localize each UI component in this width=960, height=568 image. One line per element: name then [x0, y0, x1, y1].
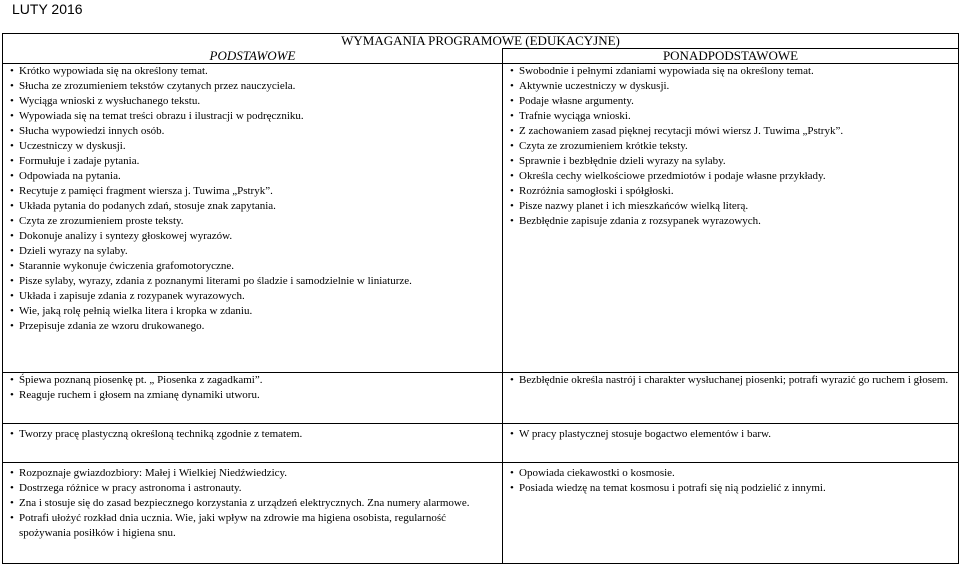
basic-cell — [3, 373, 503, 424]
list-item: • Formułuje i zadaje pytania. — [19, 154, 498, 169]
page-title: LUTY 2016 — [12, 1, 83, 17]
list-item: • Reaguje ruchem i głosem na zmianę dynamiki utworu. — [19, 388, 498, 403]
basic-list — [7, 427, 498, 442]
list-item: • Starannie wykonuje ćwiczenia grafomotoryczne. — [19, 259, 498, 274]
list-item: • Opowiada ciekawostki o kosmosie. — [519, 466, 954, 481]
basic-cell — [3, 463, 503, 564]
list-item: • Określa cechy wielkościowe przedmiotów i podaje własne przykłady. — [519, 169, 954, 184]
basic-list — [7, 466, 498, 541]
list-item: • Krótko wypowiada się na określony temat. — [19, 64, 498, 79]
list-item: • Przepisuje zdania ze wzoru drukowanego. — [19, 319, 498, 334]
list-item: • Układa pytania do podanych zdań, stosuje znak zapytania. — [19, 199, 498, 214]
list-item: • Rozpoznaje gwiazdozbiory: Małej i Wielkiej Niedźwiedzicy. — [19, 466, 498, 481]
list-item: • Potrafi ułożyć rozkład dnia ucznia. Wie, jaki wpływ na zdrowie ma higiena osobista, regularność spożywania posiłków i higiena snu. — [19, 511, 498, 541]
list-item: • Podaje własne argumenty. — [519, 94, 954, 109]
table-row — [3, 373, 959, 424]
list-item: • Wypowiada się na temat treści obrazu i ilustracji w podręczniku. — [19, 109, 498, 124]
advanced-cell — [503, 64, 959, 373]
basic-cell — [3, 424, 503, 463]
basic-list — [7, 373, 498, 403]
advanced-cell — [503, 463, 959, 564]
list-item: • Sprawnie i bezbłędnie dzieli wyrazy na sylaby. — [519, 154, 954, 169]
list-item: • Bezbłędnie określa nastrój i charakter wysłuchanej piosenki; potrafi wyrazić go ruchem i głosem. — [519, 373, 954, 388]
list-item: • Uczestniczy w dyskusji. — [19, 139, 498, 154]
advanced-list — [507, 373, 954, 388]
header-advanced: PONADPODSTAWOWE — [503, 49, 959, 64]
list-item: • Tworzy pracę plastyczną określoną techniką zgodnie z tematem. — [19, 427, 498, 442]
advanced-cell — [503, 373, 959, 424]
list-item: • Dokonuje analizy i syntezy głoskowej wyrazów. — [19, 229, 498, 244]
list-item: • Swobodnie i pełnymi zdaniami wypowiada się na określony temat. — [519, 64, 954, 79]
list-item: • Trafnie wyciąga wnioski. — [519, 109, 954, 124]
basic-list — [7, 64, 498, 334]
list-item: • Aktywnie uczestniczy w dyskusji. — [519, 79, 954, 94]
list-item: • Układa i zapisuje zdania z rozypanek wyrazowych. — [19, 289, 498, 304]
basic-cell — [3, 64, 503, 373]
list-item: • Dostrzega różnice w pracy astronoma i astronauty. — [19, 481, 498, 496]
requirements-table — [2, 33, 959, 564]
list-item: • Posiada wiedzę na temat kosmosu i potrafi się nią podzielić z innymi. — [519, 481, 954, 496]
list-item: • Czyta ze zrozumieniem krótkie teksty. — [519, 139, 954, 154]
list-item: • W pracy plastycznej stosuje bogactwo elementów i barw. — [519, 427, 954, 442]
list-item: • Słucha ze zrozumieniem tekstów czytanych przez nauczyciela. — [19, 79, 498, 94]
table-row — [3, 424, 959, 463]
list-item: • Czyta ze zrozumieniem proste teksty. — [19, 214, 498, 229]
list-item: • Rozróżnia samogłoski i spółgłoski. — [519, 184, 954, 199]
list-item: • Pisze nazwy planet i ich mieszkańców wielką literą. — [519, 199, 954, 214]
list-item: • Odpowiada na pytania. — [19, 169, 498, 184]
table-row — [3, 64, 959, 373]
table-row — [3, 463, 959, 564]
list-item: • Słucha wypowiedzi innych osób. — [19, 124, 498, 139]
advanced-list — [507, 427, 954, 442]
advanced-list — [507, 466, 954, 496]
advanced-list — [507, 64, 954, 229]
list-item: • Dzieli wyrazy na sylaby. — [19, 244, 498, 259]
list-item: • Wie, jaką rolę pełnią wielka litera i kropka w zdaniu. — [19, 304, 498, 319]
advanced-cell — [503, 424, 959, 463]
list-item: • Z zachowaniem zasad pięknej recytacji mówi wiersz J. Tuwima „Pstryk”. — [519, 124, 954, 139]
list-item: • Wyciąga wnioski z wysłuchanego tekstu. — [19, 94, 498, 109]
list-item: • Recytuje z pamięci fragment wiersza j. Tuwima „Pstryk”. — [19, 184, 498, 199]
header-basic: PODSTAWOWE — [3, 49, 503, 64]
list-item: • Bezbłędnie zapisuje zdania z rozsypanek wyrazowych. — [519, 214, 954, 229]
list-item: • Zna i stosuje się do zasad bezpiecznego korzystania z urządzeń elektrycznych. Zna numery alarmowe. — [19, 496, 498, 511]
list-item: • Śpiewa poznaną piosenkę pt. „ Piosenka z zagadkami”. — [19, 373, 498, 388]
list-item: • Pisze sylaby, wyrazy, zdania z poznanymi literami po śladzie i samodzielnie w liniaturze. — [19, 274, 498, 289]
table-header-main: WYMAGANIA PROGRAMOWE (EDUKACYJNE) — [3, 34, 959, 49]
